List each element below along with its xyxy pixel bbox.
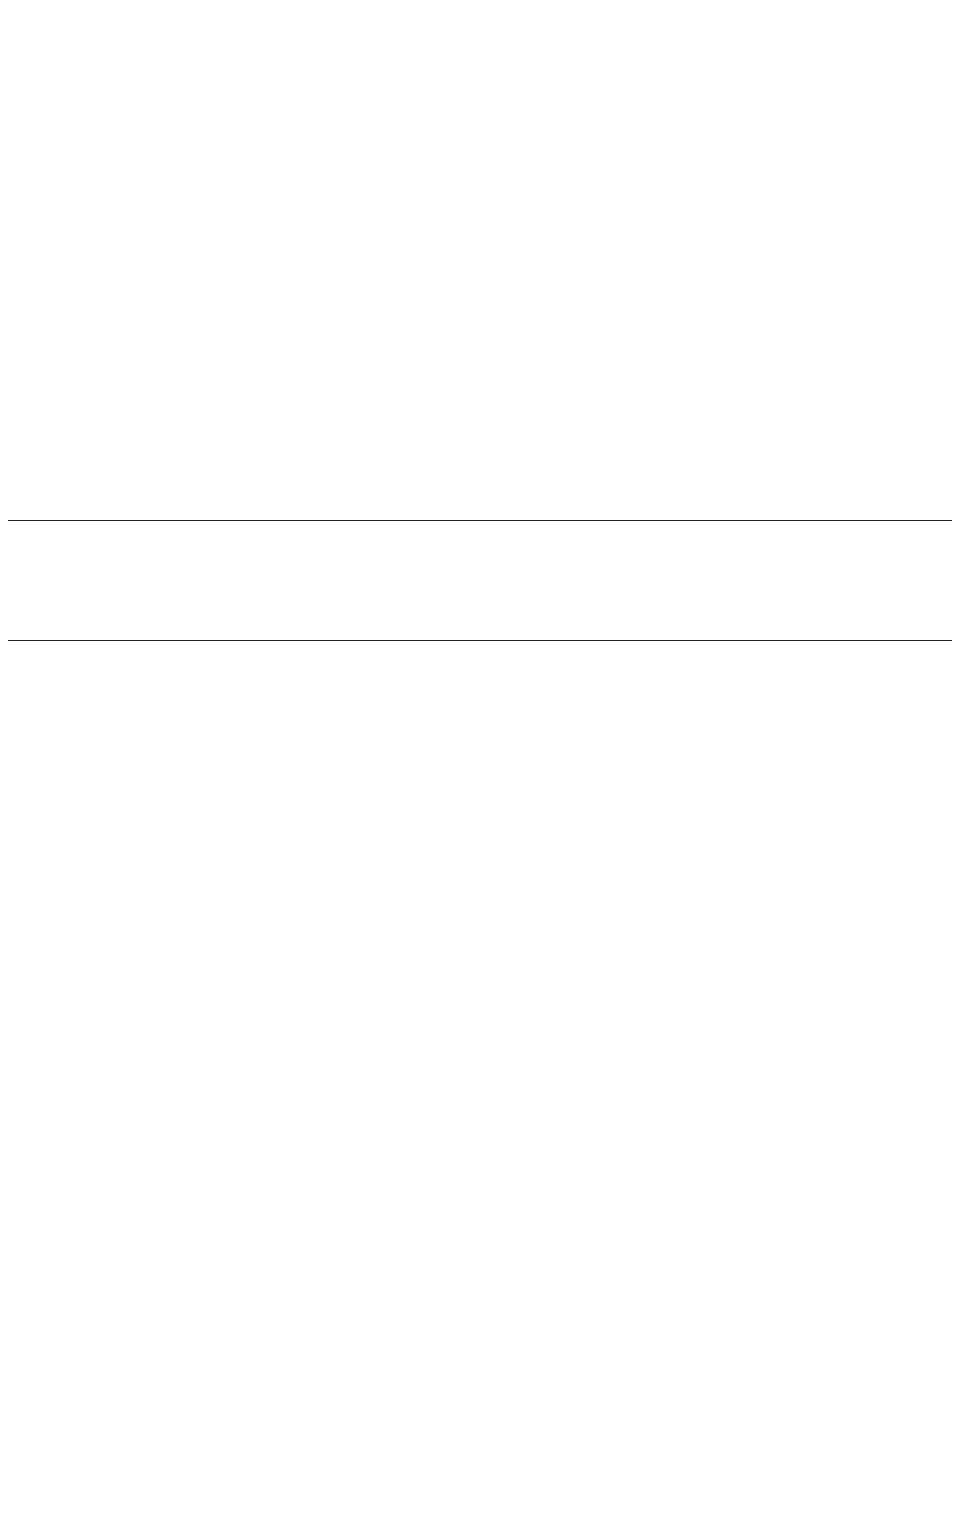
table-top-rule [8, 520, 952, 521]
table-header-rule [8, 640, 952, 641]
